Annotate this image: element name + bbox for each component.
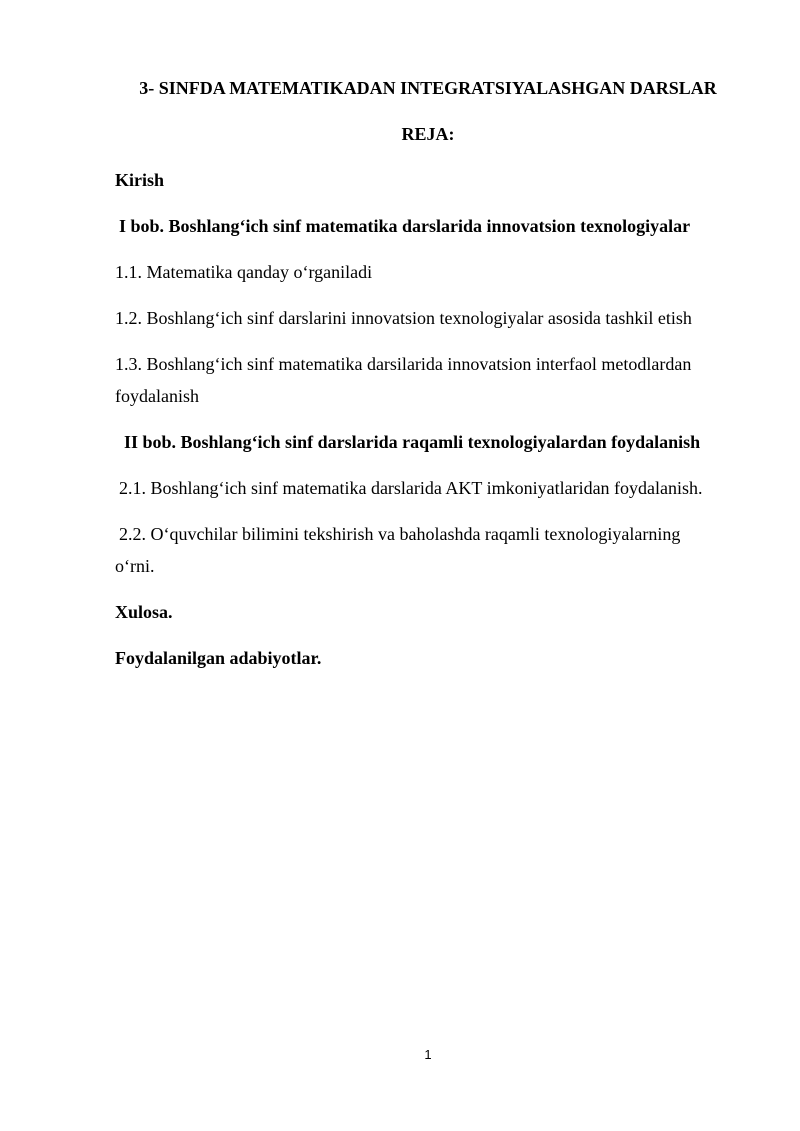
section-1-1: 1.1. Matematika qanday o‘rganiladi xyxy=(115,262,373,282)
section-1-3: 1.3. Boshlang‘ich sinf matematika darsilarida innovatsion interfaol metodlardan foydalanish xyxy=(115,354,692,406)
page-number: 1 xyxy=(424,1047,432,1062)
section-1-2: 1.2. Boshlang‘ich sinf darslarini innovatsion texnologiyalar asosida tashkil etish xyxy=(115,308,692,328)
references-entry: Foydalanilgan adabiyotlar. xyxy=(115,648,322,668)
section-2-1: 2.1. Boshlang‘ich sinf matematika darslarida AKT imkoniyatlaridan foydalanish. xyxy=(119,478,703,498)
chapter-1-heading: I bob. Boshlang‘ich sinf matematika darslarida innovatsion texnologiyalar xyxy=(119,216,691,236)
plan-heading: REJA: xyxy=(401,124,455,144)
conclusion-entry: Xulosa. xyxy=(115,602,173,622)
chapter-2-heading: II bob. Boshlang‘ich sinf darslarida raqamli texnologiyalardan foydalanish xyxy=(124,432,701,452)
document-title: 3- SINFDA MATEMATIKADAN INTEGRATSIYALASHGAN DARSLAR xyxy=(139,78,717,98)
intro-entry: Kirish xyxy=(115,170,165,190)
section-2-2: 2.2. O‘quvchilar bilimini tekshirish va baholashda raqamli texnologiyalarning o‘rni. xyxy=(115,524,681,576)
